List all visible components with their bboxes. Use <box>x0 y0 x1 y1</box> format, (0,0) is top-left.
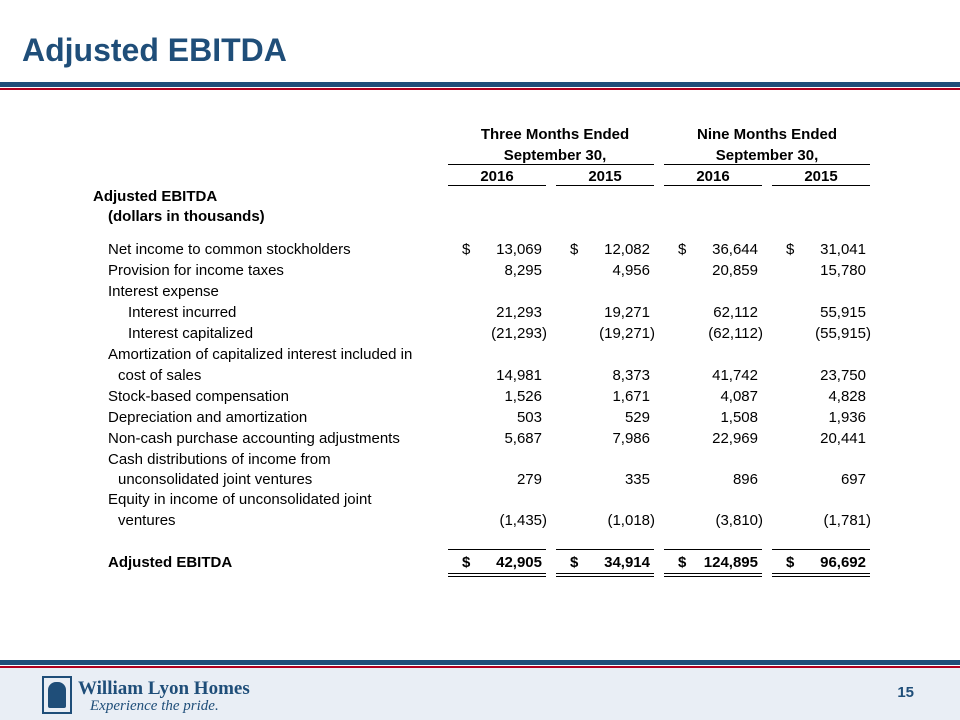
row-label: Interest capitalized <box>128 325 254 342</box>
row-value: 4,956 <box>612 262 650 279</box>
row-label: Depreciation and amortization <box>108 409 308 426</box>
row-label: Interest incurred <box>128 304 237 321</box>
row-value: 8,373 <box>612 367 650 384</box>
row-value: 21,293 <box>496 304 542 321</box>
currency-symbol: $ <box>570 241 579 258</box>
total-double-underline <box>664 576 762 577</box>
row-value: 41,742 <box>712 367 758 384</box>
row-value: (1,781) <box>823 512 871 529</box>
group-header-nine-months: Nine Months Ended <box>697 126 837 143</box>
company-logo <box>42 674 302 716</box>
row-value: 1,671 <box>612 388 650 405</box>
row-value: 14,981 <box>496 367 542 384</box>
row-value: 4,087 <box>720 388 758 405</box>
row-label: unconsolidated joint ventures <box>118 471 313 488</box>
brand-name: William Lyon Homes <box>78 678 250 699</box>
total-topline <box>448 549 546 550</box>
total-value: 96,692 <box>820 554 866 571</box>
total-double-underline <box>448 576 546 577</box>
row-value: (19,271) <box>599 325 655 342</box>
row-value: 12,082 <box>604 241 650 258</box>
year-header-q-2015: 2015 <box>588 168 622 185</box>
year-header-n-2015: 2015 <box>804 168 838 185</box>
row-label: Non-cash purchase accounting adjustments <box>108 430 400 447</box>
row-value: 19,271 <box>604 304 650 321</box>
currency-symbol: $ <box>786 554 795 571</box>
row-value: 55,915 <box>820 304 866 321</box>
total-double-underline <box>772 576 870 577</box>
row-value: 896 <box>732 471 758 488</box>
section-title: Adjusted EBITDA <box>93 188 218 205</box>
row-value: (21,293) <box>491 325 547 342</box>
total-double-underline <box>448 573 546 574</box>
brand-tagline: Experience the pride. <box>90 698 219 714</box>
row-label: Net income to common stockholders <box>108 241 351 258</box>
row-value: 36,644 <box>712 241 758 258</box>
row-value: 23,750 <box>820 367 866 384</box>
total-topline <box>664 549 762 550</box>
total-value: 42,905 <box>496 554 542 571</box>
row-label: Interest expense <box>108 283 219 300</box>
row-value: (1,018) <box>607 512 655 529</box>
group-underline-three <box>448 164 654 165</box>
year-underline <box>664 185 762 186</box>
row-value: 20,859 <box>712 262 758 279</box>
group-underline-nine <box>664 164 870 165</box>
total-double-underline <box>772 573 870 574</box>
row-value: 13,069 <box>496 241 542 258</box>
row-value: 20,441 <box>820 430 866 447</box>
row-label: Cash distributions of income from <box>108 451 331 468</box>
page-number: 15 <box>897 684 914 701</box>
group-header-three-months: Three Months Ended <box>480 126 630 143</box>
total-double-underline <box>664 573 762 574</box>
row-value: (55,915) <box>815 325 871 342</box>
row-value: 503 <box>516 409 542 426</box>
row-value: 1,526 <box>504 388 542 405</box>
slide-title: Adjusted EBITDA <box>22 32 287 68</box>
row-value: 7,986 <box>612 430 650 447</box>
footer-rule-blue <box>0 660 960 665</box>
total-double-underline <box>556 573 654 574</box>
section-subtitle: (dollars in thousands) <box>108 208 265 225</box>
row-value: 8,295 <box>504 262 542 279</box>
currency-symbol: $ <box>678 554 687 571</box>
row-label: Provision for income taxes <box>108 262 284 279</box>
row-value: 279 <box>516 471 542 488</box>
row-value: 31,041 <box>820 241 866 258</box>
row-label: Amortization of capitalized interest included in <box>108 346 413 363</box>
row-value: 1,936 <box>828 409 866 426</box>
year-underline <box>772 185 870 186</box>
row-value: (1,435) <box>499 512 547 529</box>
row-label: Equity in income of unconsolidated joint <box>108 491 372 508</box>
row-value: 22,969 <box>712 430 758 447</box>
row-label: cost of sales <box>118 367 202 384</box>
row-value: 529 <box>624 409 650 426</box>
lion-crest-icon <box>42 676 72 714</box>
total-value: 124,895 <box>703 554 758 571</box>
row-value: 1,508 <box>720 409 758 426</box>
group-header-three-months-date: September 30, <box>503 147 607 164</box>
row-value: 15,780 <box>820 262 866 279</box>
row-label: ventures <box>118 512 176 529</box>
total-label: Adjusted EBITDA <box>108 554 233 571</box>
total-double-underline <box>556 576 654 577</box>
year-header-n-2016: 2016 <box>696 168 730 185</box>
total-topline <box>556 549 654 550</box>
total-topline <box>772 549 870 550</box>
row-value: 4,828 <box>828 388 866 405</box>
currency-symbol: $ <box>462 241 471 258</box>
currency-symbol: $ <box>462 554 471 571</box>
group-header-nine-months-date: September 30, <box>715 147 819 164</box>
row-value: 62,112 <box>713 304 758 321</box>
currency-symbol: $ <box>570 554 579 571</box>
year-header-q-2016: 2016 <box>480 168 514 185</box>
row-value: (62,112) <box>708 325 763 342</box>
row-value: 697 <box>840 471 866 488</box>
currency-symbol: $ <box>678 241 687 258</box>
year-underline <box>556 185 654 186</box>
currency-symbol: $ <box>786 241 795 258</box>
year-underline <box>448 185 546 186</box>
total-value: 34,914 <box>604 554 650 571</box>
row-label: Stock-based compensation <box>108 388 289 405</box>
row-value: (3,810) <box>715 512 763 529</box>
row-value: 5,687 <box>504 430 542 447</box>
row-value: 335 <box>624 471 650 488</box>
